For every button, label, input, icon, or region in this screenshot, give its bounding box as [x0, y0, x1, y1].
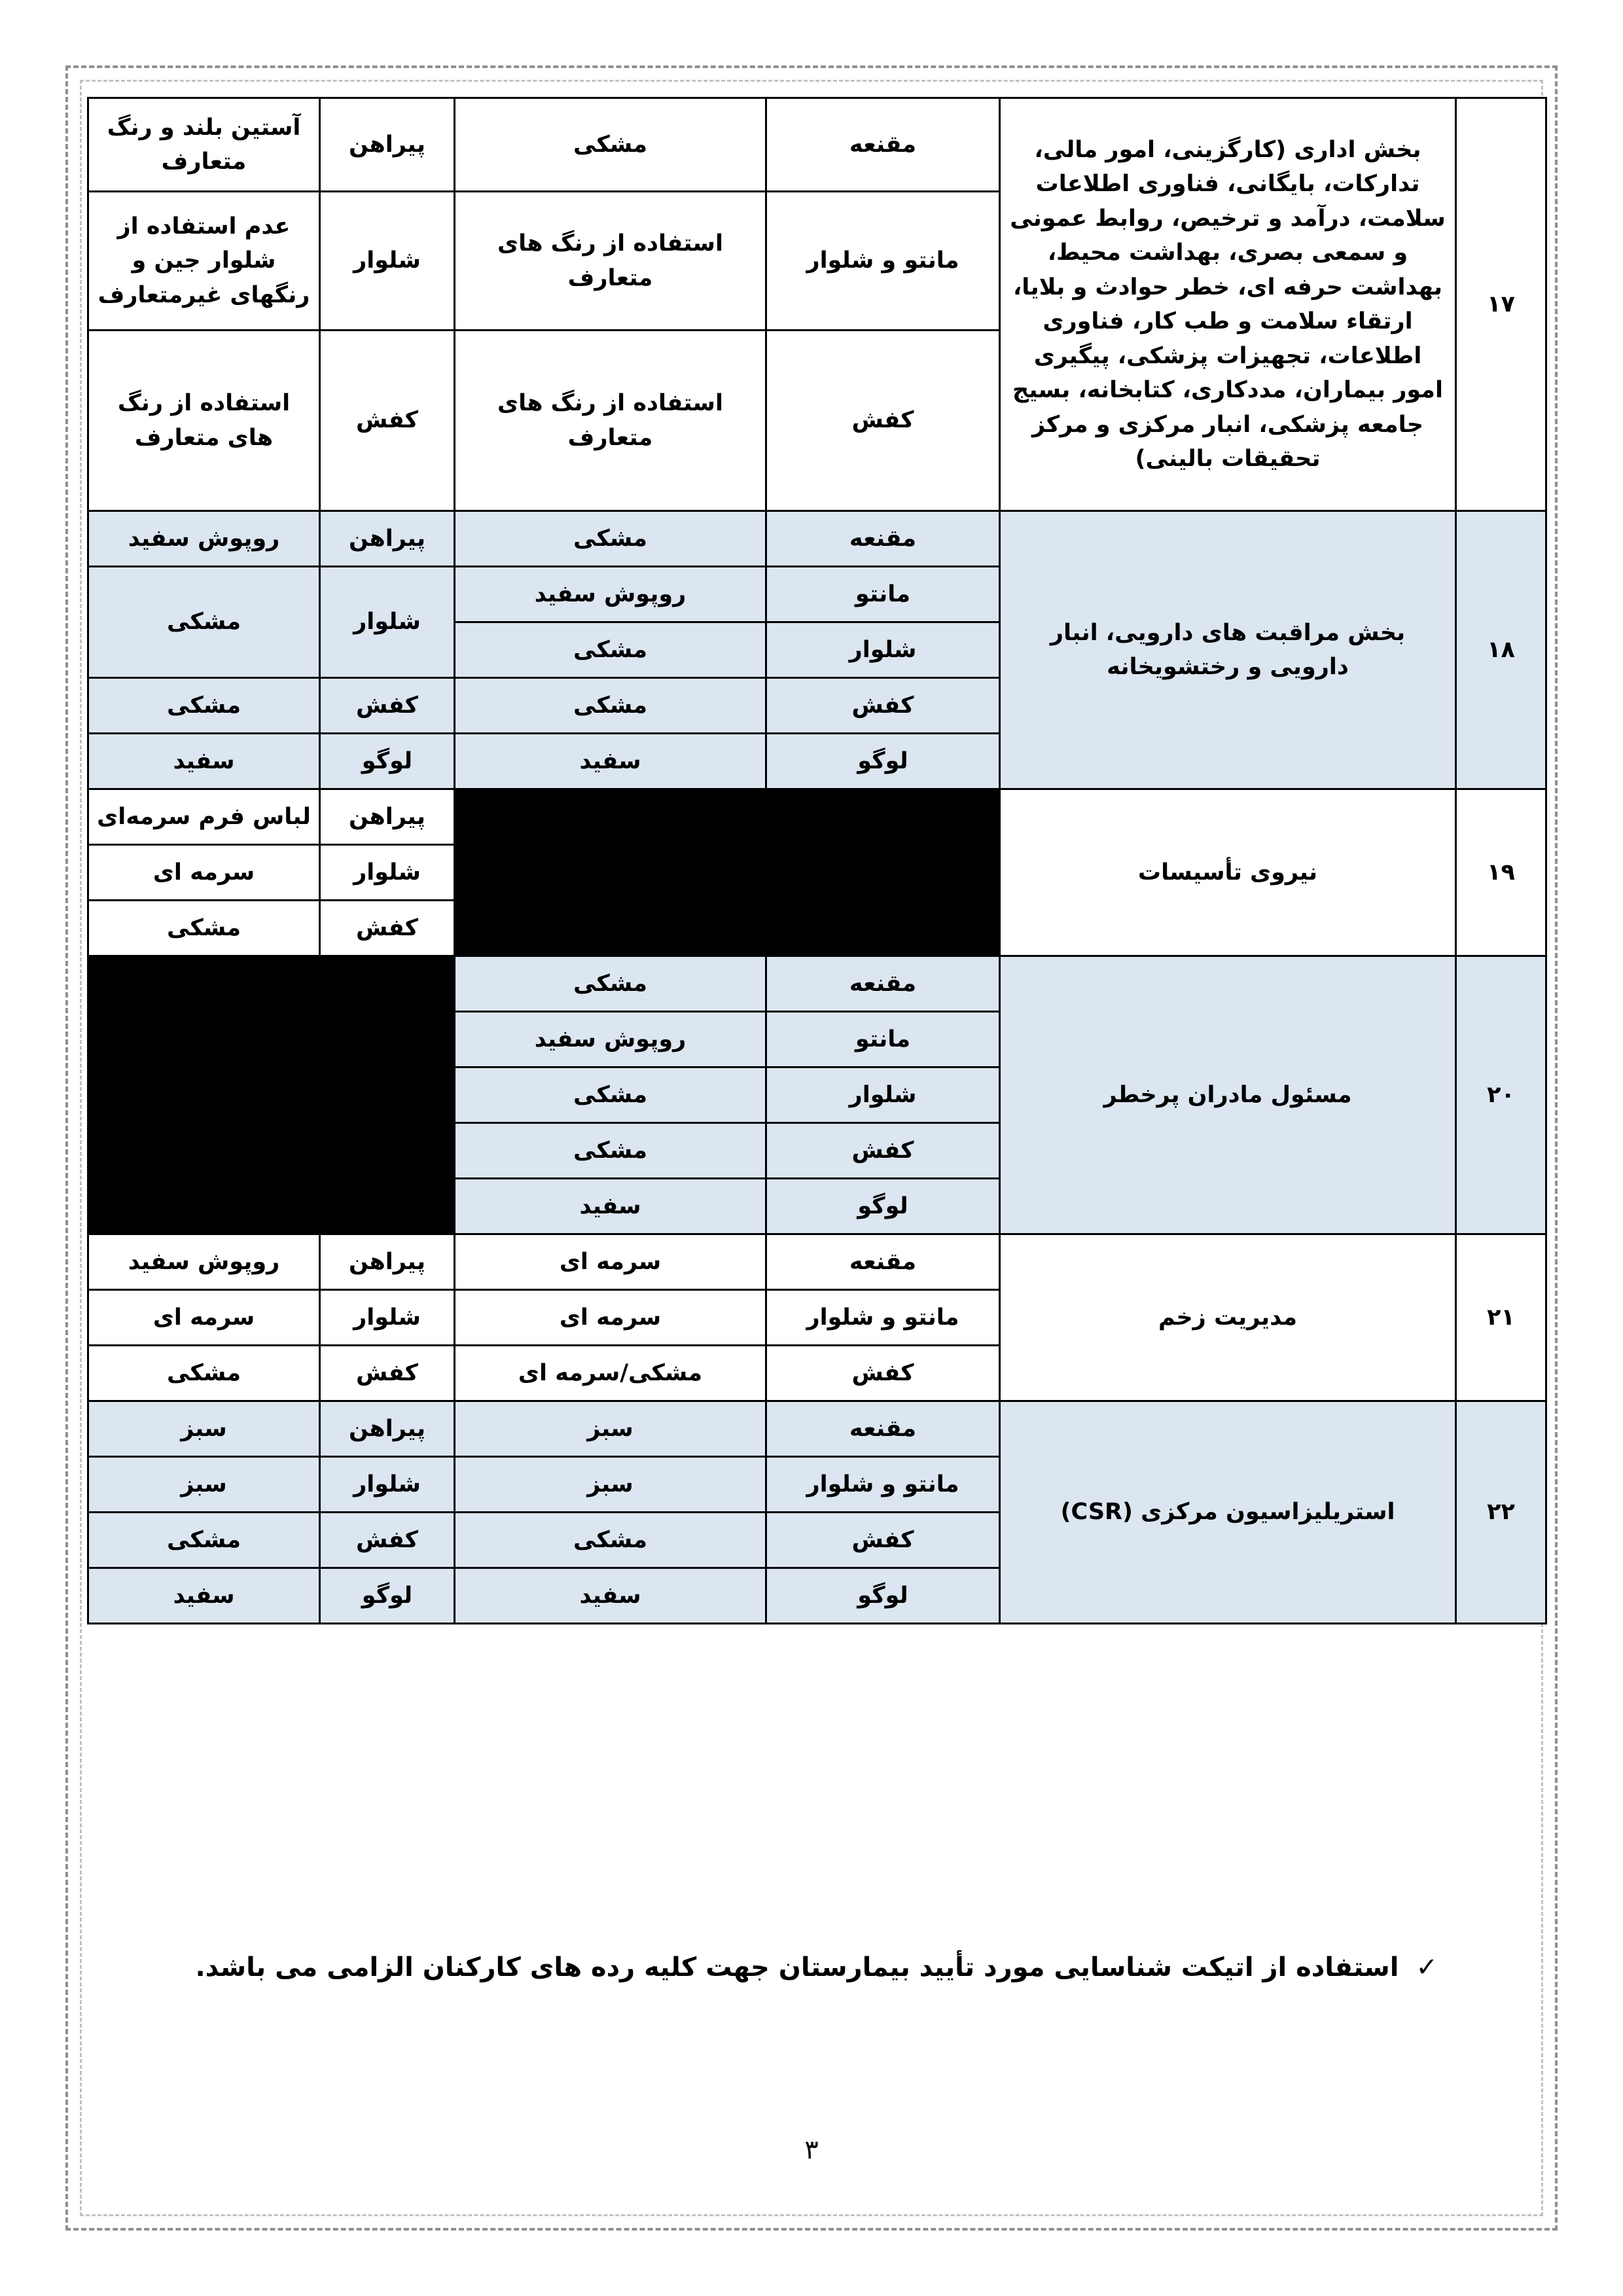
female-color-cell: سفید — [455, 1179, 766, 1234]
female-color-cell: سفید — [455, 734, 766, 789]
redacted-cell — [766, 845, 1000, 901]
redacted-cell — [88, 1067, 320, 1123]
female-item-cell: کفش — [766, 1346, 1000, 1401]
male-color-cell: سفید — [88, 734, 320, 789]
redacted-cell — [455, 901, 766, 956]
female-item-cell: مقنعه — [766, 511, 1000, 567]
female-color-cell: سفید — [455, 1568, 766, 1624]
table-row — [88, 1234, 1546, 1290]
page-number: ۳ — [804, 2135, 819, 2165]
female-item-cell: لوگو — [766, 1179, 1000, 1234]
female-color-cell: روپوش سفید — [455, 567, 766, 622]
female-item-cell: شلوار — [766, 1067, 1000, 1123]
female-item-cell: مانتو — [766, 1012, 1000, 1067]
female-color-cell: مشکی — [455, 678, 766, 734]
redacted-cell — [766, 789, 1000, 845]
male-color-cell: سبز — [88, 1457, 320, 1513]
row-number: ۲۲ — [1456, 1401, 1546, 1624]
female-color-cell: استفاده از رنگ های متعارف — [455, 192, 766, 331]
male-color-cell: سفید — [88, 1568, 320, 1624]
redacted-cell — [320, 1123, 455, 1179]
redacted-cell — [320, 1012, 455, 1067]
female-color-cell: سبز — [455, 1457, 766, 1513]
female-color-cell: مشکی/سرمه ای — [455, 1346, 766, 1401]
male-item-cell: پیراهن — [320, 1234, 455, 1290]
male-color-cell: سرمه ای — [88, 1290, 320, 1346]
male-item-cell: شلوار — [320, 567, 455, 678]
female-item-cell: مقنعه — [766, 956, 1000, 1012]
redacted-cell — [88, 1123, 320, 1179]
female-color-cell: مشکی — [455, 956, 766, 1012]
department-cell: استریلیزاسیون مرکزی (CSR) — [1000, 1401, 1456, 1624]
male-item-cell: پیراهن — [320, 511, 455, 567]
department-cell: بخش مراقبت های دارویی، انبار دارویی و رختشویخانه — [1000, 511, 1456, 789]
female-color-cell: سرمه ای — [455, 1290, 766, 1346]
male-item-cell: پیراهن — [320, 789, 455, 845]
department-cell: بخش اداری (کارگزینی، امور مالی، تدارکات، بایگانی، فناوری اطلاعات سلامت، درآمد و ترخیص، روابط عمونی و سمعی بصری، بهداشت محیط، بهداشت حرفه ای، خطر حوادث و بلایا، ارتقاء سلامت و طب کار، فناوری اطلاعات، تجهیزات پزشکی، پیگیری امور بیماران، مددکاری، کتابخانه، بسیج جامعه پزشکی، انبار مرکزی و مرکز تحقیقات بالینی) — [1000, 98, 1456, 511]
redacted-cell — [88, 1179, 320, 1234]
row-number: ۲۱ — [1456, 1234, 1546, 1401]
row-number: ۲۰ — [1456, 956, 1546, 1234]
male-item-cell: شلوار — [320, 192, 455, 331]
table-row — [88, 1401, 1546, 1457]
female-color-cell: سبز — [455, 1401, 766, 1457]
male-item-cell: لوگو — [320, 734, 455, 789]
female-item-cell: مانتو و شلوار — [766, 1290, 1000, 1346]
male-color-cell: مشکی — [88, 1346, 320, 1401]
redacted-cell — [766, 901, 1000, 956]
male-color-cell: مشکی — [88, 678, 320, 734]
female-color-cell: مشکی — [455, 511, 766, 567]
female-color-cell: روپوش سفید — [455, 1012, 766, 1067]
male-item-cell: پیراهن — [320, 1401, 455, 1457]
footnote — [195, 1952, 1438, 1982]
redacted-cell — [455, 789, 766, 845]
female-item-cell: مقنعه — [766, 98, 1000, 192]
dress-code-table — [87, 97, 1547, 1624]
male-item-cell: شلوار — [320, 845, 455, 901]
female-color-cell: مشکی — [455, 98, 766, 192]
female-color-cell: سرمه ای — [455, 1234, 766, 1290]
male-color-cell: استفاده از رنگ های متعارف — [88, 331, 320, 511]
redacted-cell — [88, 1012, 320, 1067]
department-cell: نیروی تأسیسات — [1000, 789, 1456, 956]
male-color-cell: روپوش سفید — [88, 511, 320, 567]
row-number: ۱۸ — [1456, 511, 1546, 789]
table-row — [88, 511, 1546, 567]
row-number: ۱۷ — [1456, 98, 1546, 511]
redacted-cell — [320, 1179, 455, 1234]
male-item-cell: کفش — [320, 331, 455, 511]
male-item-cell: شلوار — [320, 1457, 455, 1513]
male-color-cell: سرمه ای — [88, 845, 320, 901]
male-item-cell: لوگو — [320, 1568, 455, 1624]
row-number: ۱۹ — [1456, 789, 1546, 956]
male-item-cell: کفش — [320, 1513, 455, 1568]
female-item-cell: کفش — [766, 1513, 1000, 1568]
redacted-cell — [455, 845, 766, 901]
female-color-cell: مشکی — [455, 1067, 766, 1123]
male-item-cell: شلوار — [320, 1290, 455, 1346]
female-item-cell: کفش — [766, 678, 1000, 734]
male-color-cell: مشکی — [88, 901, 320, 956]
female-item-cell: مقنعه — [766, 1234, 1000, 1290]
redacted-cell — [320, 956, 455, 1012]
redacted-cell — [88, 956, 320, 1012]
female-item-cell: مانتو — [766, 567, 1000, 622]
male-item-cell: پیراهن — [320, 98, 455, 192]
redacted-cell — [320, 1067, 455, 1123]
male-color-cell: عدم استفاده از شلوار جین و رنگهای غیرمتعارف — [88, 192, 320, 331]
female-item-cell: مانتو و شلوار — [766, 192, 1000, 331]
female-color-cell: مشکی — [455, 622, 766, 678]
male-color-cell: مشکی — [88, 567, 320, 678]
female-color-cell: مشکی — [455, 1123, 766, 1179]
female-item-cell: کفش — [766, 331, 1000, 511]
female-item-cell: لوگو — [766, 1568, 1000, 1624]
male-color-cell: لباس فرم سرمه‌ای — [88, 789, 320, 845]
department-cell: مدیریت زخم — [1000, 1234, 1456, 1401]
female-item-cell: کفش — [766, 1123, 1000, 1179]
male-color-cell: روپوش سفید — [88, 1234, 320, 1290]
checkmark-icon: ✓ — [1416, 1952, 1438, 1982]
department-cell: مسئول مادران پرخطر — [1000, 956, 1456, 1234]
table-row — [88, 98, 1546, 192]
female-color-cell: مشکی — [455, 1513, 766, 1568]
male-color-cell: سبز — [88, 1401, 320, 1457]
female-item-cell: مقنعه — [766, 1401, 1000, 1457]
male-item-cell: کفش — [320, 678, 455, 734]
female-item-cell: مانتو و شلوار — [766, 1457, 1000, 1513]
female-color-cell: استفاده از رنگ های متعارف — [455, 331, 766, 511]
male-color-cell: مشکی — [88, 1513, 320, 1568]
table-row — [88, 956, 1546, 1012]
male-color-cell: آستین بلند و رنگ متعارف — [88, 98, 320, 192]
male-item-cell: کفش — [320, 901, 455, 956]
female-item-cell: شلوار — [766, 622, 1000, 678]
table-row — [88, 789, 1546, 845]
female-item-cell: لوگو — [766, 734, 1000, 789]
footnote-text: استفاده از اتیکت شناسایی مورد تأیید بیمارستان جهت کلیه رده های کارکنان الزامی می باشد. — [195, 1952, 1399, 1982]
male-item-cell: کفش — [320, 1346, 455, 1401]
